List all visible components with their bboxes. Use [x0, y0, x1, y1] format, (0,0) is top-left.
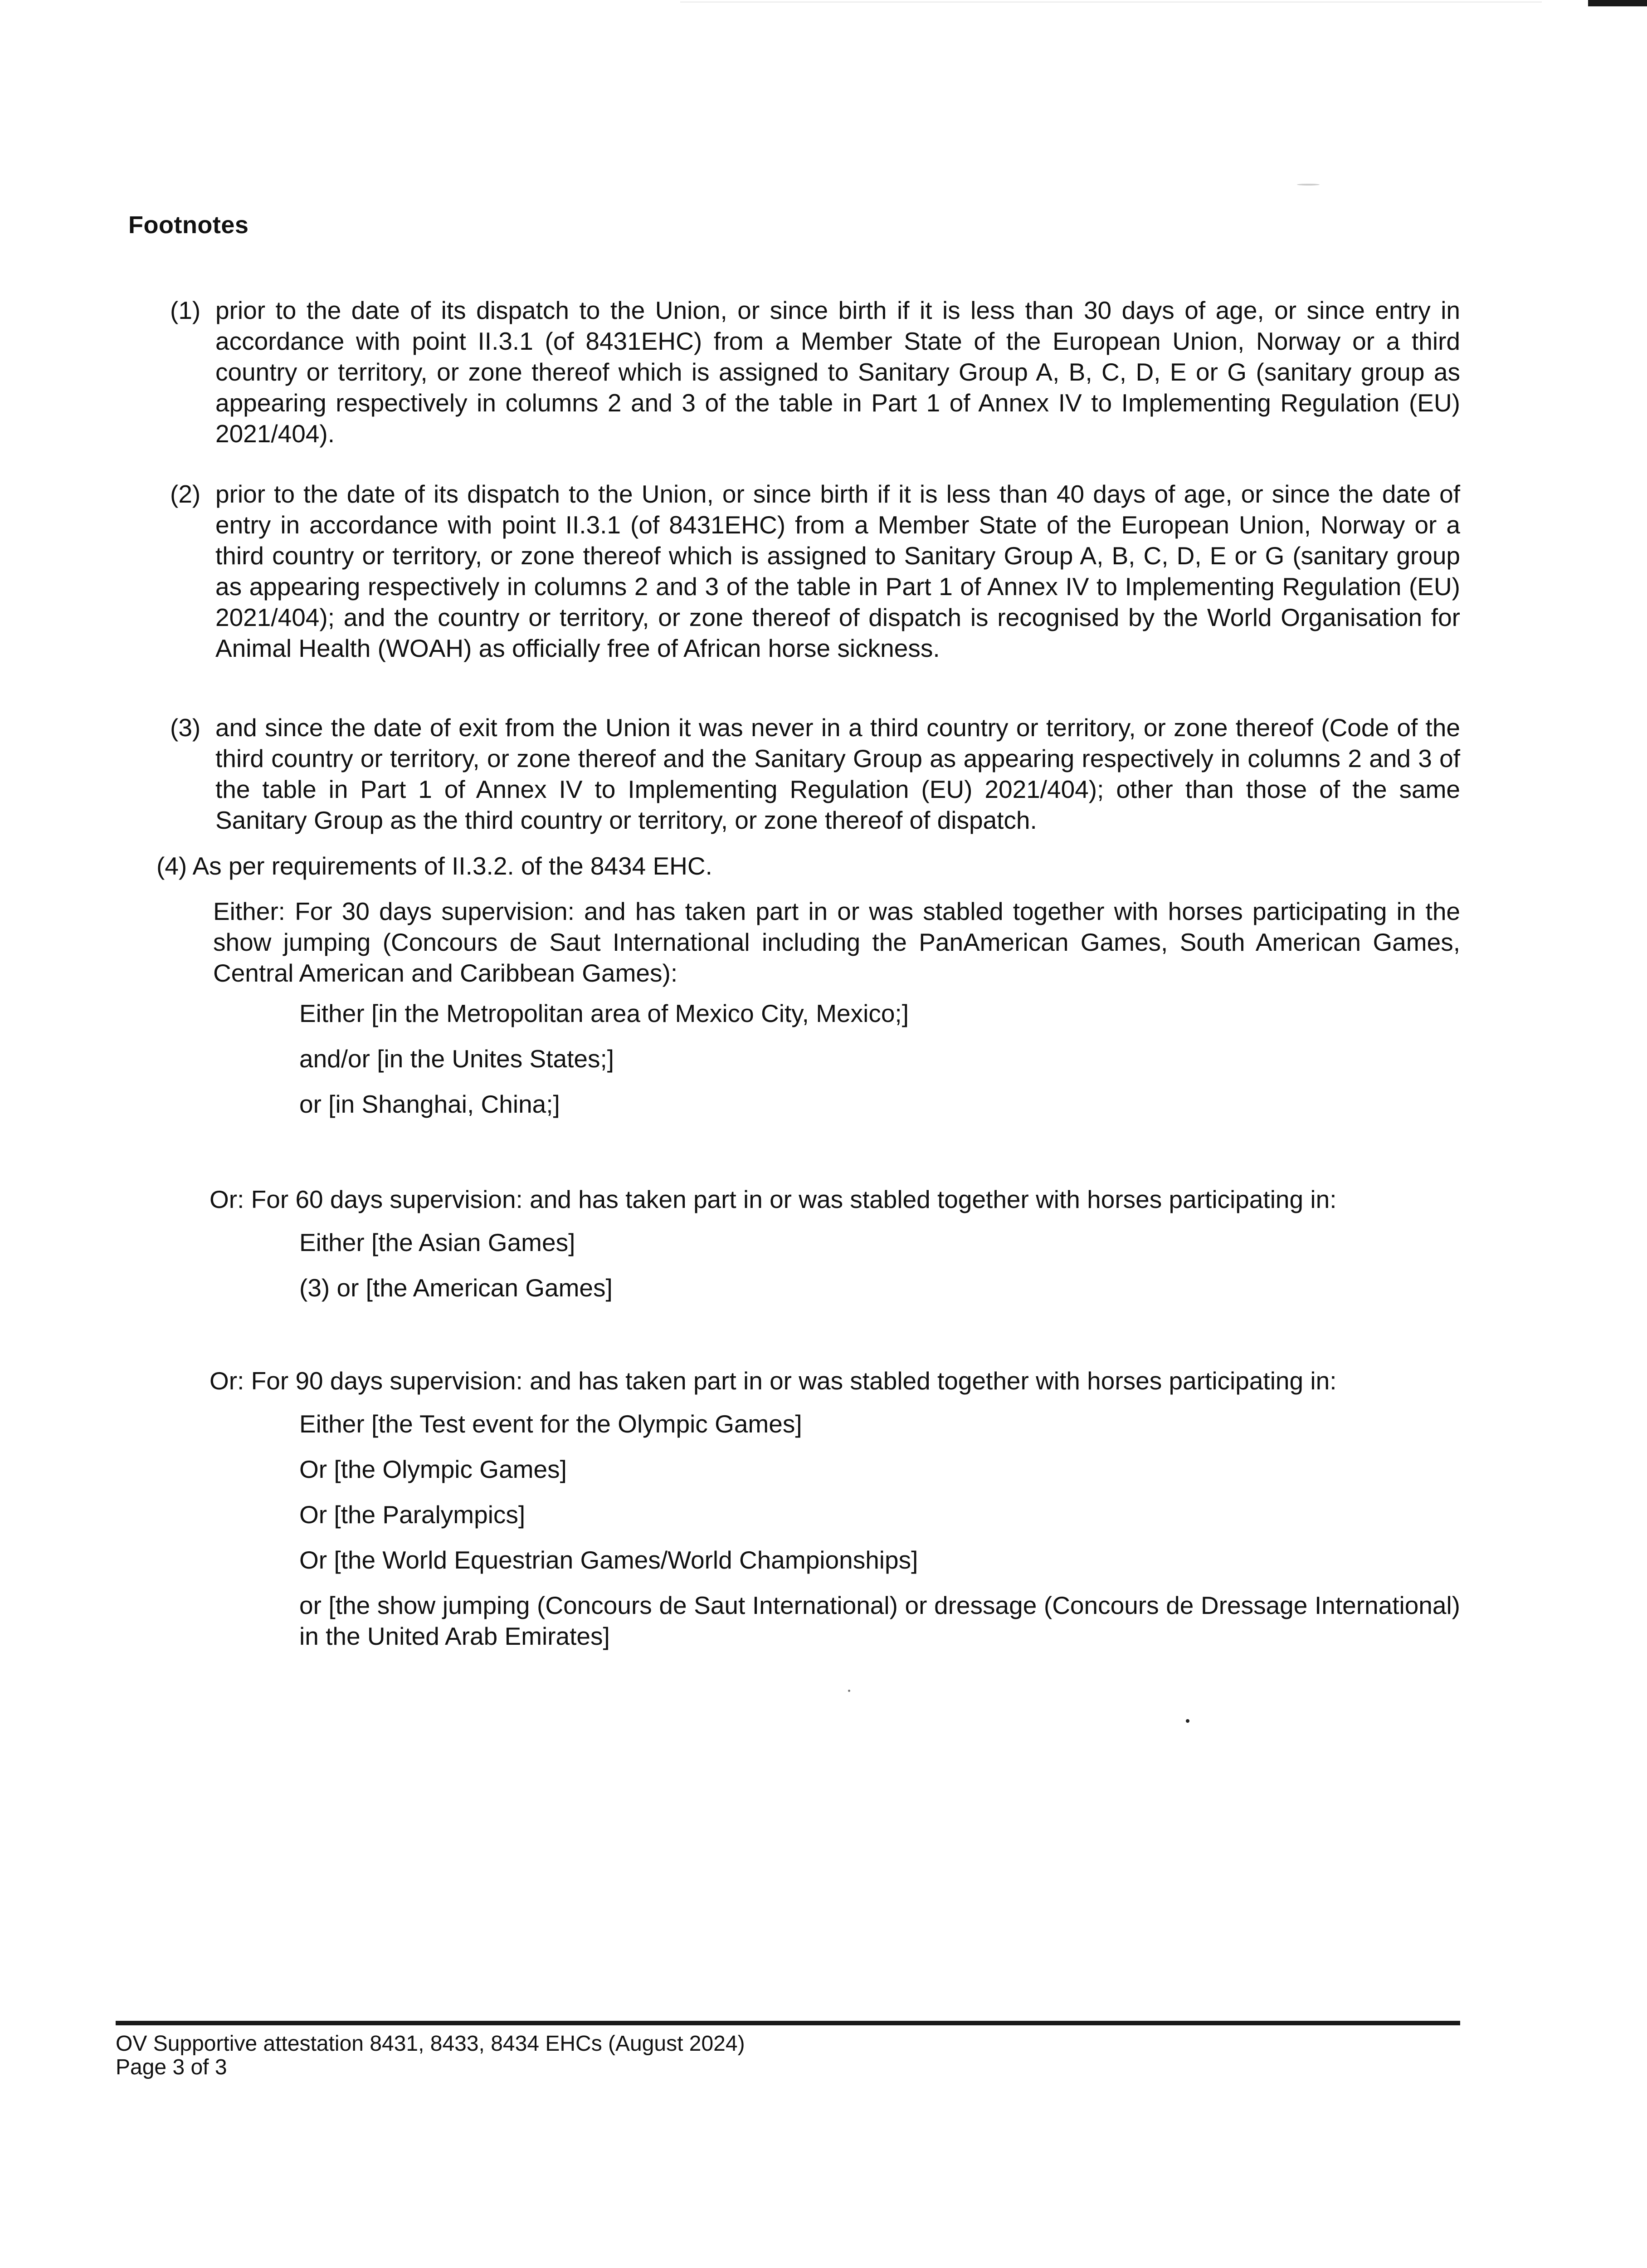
supervision-60-days-paragraph: Or: For 60 days supervision: and has taken part in or was stabled together with horses participating in:: [210, 1185, 1337, 1213]
footnote-number: (1): [170, 296, 201, 324]
footnote-text: prior to the date of its dispatch to the Union, or since birth if it is less than 40 days of age, or since the date of entry in accordance with point II.3.1 (of 8431EHC) from a Member State of the European Union, Norway or a third country or territory, or zone thereof which is assigned to Sanitary Group A, B, C, D, E or G (sanitary group as appearing respectively in columns 2 and 3 of the table in Part 1 of Annex IV to Implementing Regulation (EU) 2021/404); and the country or territory, or zone thereof of dispatch is recognised by the World Organisation for Animal Health (WOAH) as officially free of African horse sickness.: [215, 480, 1460, 662]
scan-artifact-mark: [1588, 0, 1647, 6]
page-heading: Footnotes: [128, 211, 249, 239]
footer-page-number: Page 3 of 3: [116, 2055, 227, 2079]
footnote-3: [170, 712, 1460, 836]
footnote-1: [170, 295, 1460, 449]
option-60-asian-games: Either [the Asian Games]: [299, 1228, 575, 1256]
supervision-30-days-paragraph: Either: For 30 days supervision: and has taken part in or was stabled together with horses participating in the show jumping (Concours de Saut International including the PanAmerican Games, South American Games, Central American and Caribbean Games):: [213, 897, 1460, 987]
footnote-text: prior to the date of its dispatch to the Union, or since birth if it is less than 30 days of age, or since entry in accordance with point II.3.1 (of 8431EHC) from a Member State of the European Union, Norway or a third country or territory, or zone thereof which is assigned to Sanitary Group A, B, C, D, E or G (sanitary group as appearing respectively in columns 2 and 3 of the table in Part 1 of Annex IV to Implementing Regulation (EU) 2021/404).: [215, 296, 1460, 448]
option-30-shanghai: or [in Shanghai, China;]: [299, 1090, 560, 1118]
option-30-mexico: Either [in the Metropolitan area of Mexico City, Mexico;]: [299, 999, 909, 1027]
footnote-number: (3): [170, 714, 201, 742]
option-90-paralympics: Or [the Paralympics]: [299, 1501, 526, 1529]
footer-rule: [116, 2021, 1460, 2025]
footer-document-title: OV Supportive attestation 8431, 8433, 8434 EHCs (August 2024): [116, 2032, 745, 2056]
supervision-90-days-paragraph: Or: For 90 days supervision: and has taken part in or was stabled together with horses participating in:: [210, 1367, 1337, 1395]
footnote-text: and since the date of exit from the Union it was never in a third country or territory, or zone thereof (Code of the third country or territory, or zone thereof and the Sanitary Group as appearing respectively in columns 2 and 3 of the table in Part 1 of Annex IV to Implementing Regulation (EU) 2021/404); other than those of the same Sanitary Group as the third country or territory, or zone thereof of dispatch.: [215, 714, 1460, 834]
scan-speck: [1297, 184, 1320, 186]
footnote-2: [170, 479, 1460, 664]
footnote-4-heading: (4) As per requirements of II.3.2. of the 8434 EHC.: [156, 852, 712, 880]
option-90-olympic-games: Or [the Olympic Games]: [299, 1455, 567, 1483]
scan-speck: [1186, 1719, 1189, 1723]
footnote-number: (2): [170, 480, 201, 508]
option-90-test-event: Either [the Test event for the Olympic Games]: [299, 1410, 802, 1438]
option-90-world-equestrian-games: Or [the World Equestrian Games/World Championships]: [299, 1546, 918, 1574]
option-90-uae-show-jumping: or [the show jumping (Concours de Saut International) or dressage (Concours de Dressage International) in the United Arab Emirates]: [299, 1591, 1460, 1650]
option-60-american-games: (3) or [the American Games]: [299, 1274, 613, 1302]
scan-speck: [848, 1690, 850, 1692]
option-30-united-states: and/or [in the Unites States;]: [299, 1045, 614, 1073]
